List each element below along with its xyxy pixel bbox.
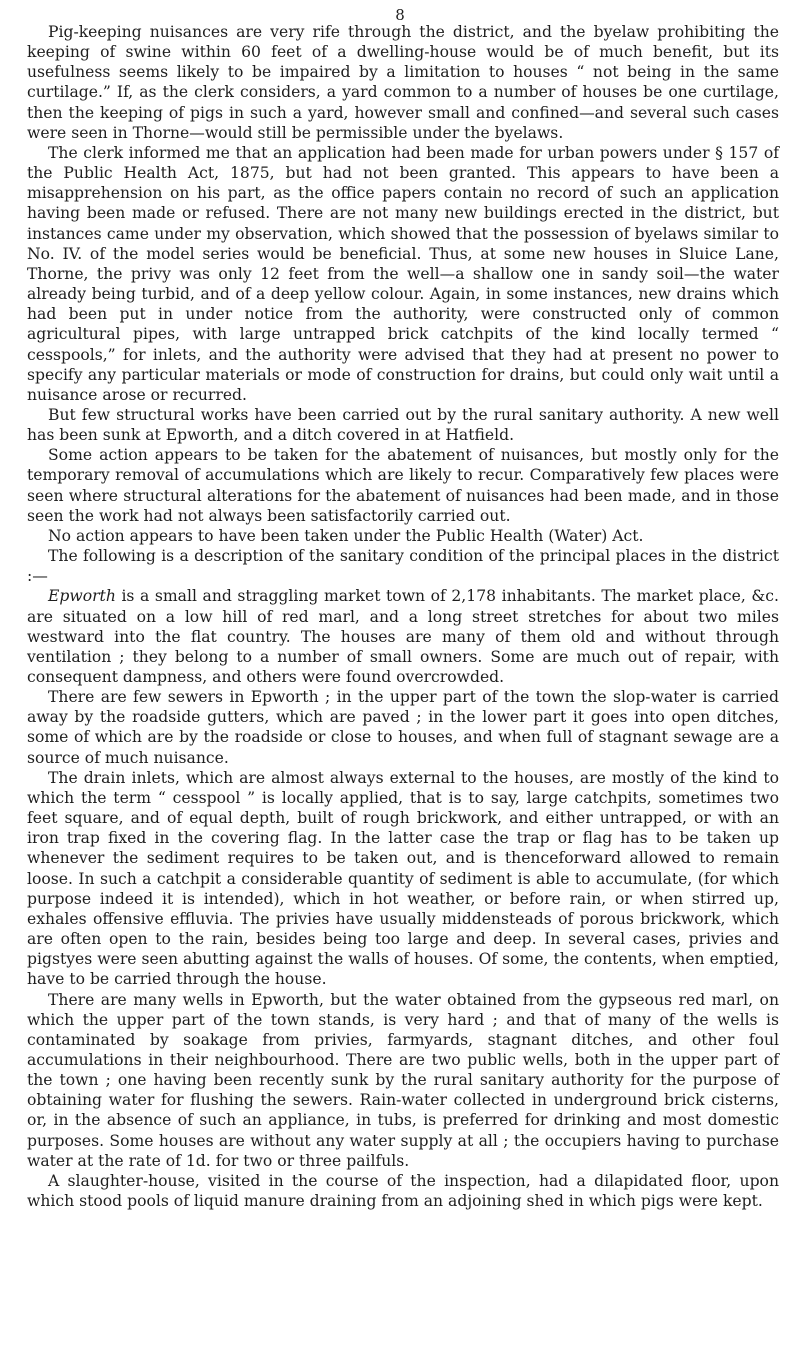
- paragraph-text: There are few sewers in Epworth ; in the upper part of the town the slop-water is carried away by the roadside gutters, which are paved ; in the lower part it goes into open ditches, some of which are by the roadside or close to houses, and when full of stagnant sewage are a source of much nuisance.: [27, 688, 779, 767]
- paragraph-text: The clerk informed me that an application had been made for urban powers under § 157 of the Public Health Act, 1875, but had not been granted. This appears to have been a misapprehension on his part, as the office papers contain no record of such an application having been made or refused. There are not many new buildings erected in the district, but instances came under my observation, which showed that the possession of byelaws similar to No. IV. of the model series would be beneficial. Thus, at some new houses in Sluice Lane, Thorne, the privy was only 12 feet from the well—a shallow one in sandy soil—the water already being turbid, and of a deep yellow colour. Again, in some instances, new drains which had been put in under notice from the authority, were constructed only of common agricultural pipes, with large untrapped brick catchpits of the kind locally termed “ cesspools,” for inlets, and the authority were advised that they had at present no power to specify any particular materials or mode of construction for drains, but could only wait until a nuisance arose or recurred.: [27, 143, 779, 404]
- paragraph-wells: [27, 990, 779, 1171]
- paragraph-urban-powers: [27, 143, 779, 405]
- paragraph-pig-keeping: [27, 22, 779, 143]
- paragraph-text: No action appears to have been taken under the Public Health (Water) Act.: [48, 526, 644, 545]
- paragraph-water-act: [27, 526, 779, 546]
- paragraph-description-intro: [27, 546, 779, 586]
- paragraph-text: The following is a description of the sanitary condition of the principal places in the district :—: [27, 547, 779, 586]
- paragraph-text: Pig-keeping nuisances are very rife through the district, and the byelaw prohibiting the keeping of swine within 60 feet of a dwelling-house would be of much benefit, but its usefulness seems likely to be impaired by a limitation to houses “ not being in the same curtilage.” If, as the clerk considers, a yard common to a number of houses be one curtilage, then the keeping of pigs in such a yard, however small and confined—and several such cases were seen in Thorne—would still be permissible under the byelaws.: [27, 23, 779, 142]
- paragraph-text: There are many wells in Epworth, but the water obtained from the gypseous red marl, on which the upper part of the town stands, is very hard ; and that of many of the wells is contaminated by soakage from privies, farmyards, stagnant ditches, and other foul accumulations in their neighbourhood. There are two public wells, both in the upper part of the town ; one having been recently sunk by the rural sanitary authority for the purpose of obtaining water for flushing the sewers. Rain-water collected in underground brick cisterns, or, in the absence of such an appliance, in tubs, is preferred for drinking and most domestic purposes. Some houses are without any water supply at all ; the occupiers having to purchase water at the rate of 1d. for two or three pailfuls.: [27, 990, 779, 1170]
- paragraph-text: Some action appears to be taken for the abatement of nuisances, but mostly only for the temporary removal of accumulations which are likely to recur. Comparatively few places were seen where structural alterations for the abatement of nuisances had been made, and in those seen the work had not always been satisfactorily carried out.: [27, 446, 779, 525]
- paragraph-nuisance-abatement: [27, 445, 779, 526]
- place-name-epworth: Epworth: [48, 587, 116, 606]
- page-number: 8: [395, 6, 405, 24]
- paragraph-epworth: [27, 586, 779, 687]
- paragraph-text: But few structural works have been carried out by the rural sanitary authority. A new well has been sunk at Epworth, and a ditch covered in at Hatfield.: [27, 405, 779, 445]
- paragraph-sewers: [27, 687, 779, 768]
- paragraph-structural-works: [27, 405, 779, 445]
- paragraph-text: is a small and straggling market town of 2,178 inhabitants. The market place, &c. are situated on a low hill of red marl, and a long street stretches for about two miles westward into the flat country. The houses are many of them old and without through ventilation ; they belong to a number of small owners. Some are much out of repair, with consequent dampness, and others were found overcrowded.: [27, 587, 779, 686]
- body-text: [27, 22, 779, 1211]
- paragraph-slaughter-house: [27, 1171, 779, 1211]
- paragraph-text: The drain inlets, which are almost always external to the houses, are mostly of the kind to which the term “ cesspool ” is locally applied, that is to say, large catchpits, sometimes two feet square, and of equal depth, built of rough brickwork, and either untrapped, or with an iron trap fixed in the covering flag. In the latter case the trap or flag has to be taken up whenever the sediment requires to be taken out, and is thenceforward allowed to remain loose. In such a catchpit a considerable quantity of sediment is able to accumulate, (for which purpose indeed it is intended), which in hot weather, or before rain, or when stirred up, exhales offensive effluvia. The privies have usually middensteads of porous brickwork, which are often open to the rain, besides being too large and deep. In several cases, privies and pigstyes were seen abutting against the walls of houses. Of some, the contents, when emptied, have to be carried through the house.: [27, 768, 779, 989]
- paragraph-text: A slaughter-house, visited in the course of the inspection, had a dilapidated floor, upon which stood pools of liquid manure draining from an adjoining shed in which pigs were kept.: [27, 1171, 779, 1211]
- paragraph-drain-inlets: [27, 768, 779, 990]
